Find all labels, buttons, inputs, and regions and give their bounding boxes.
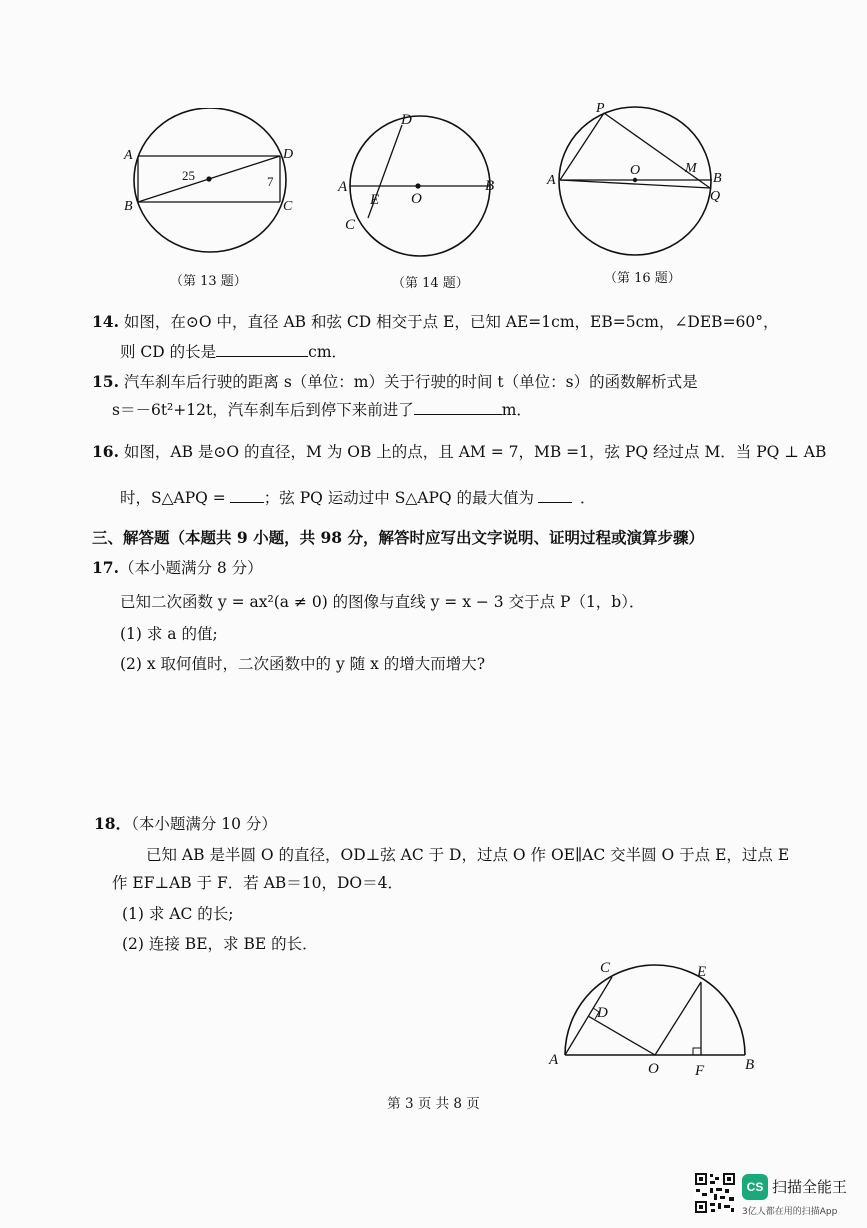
- camscanner-logo-text: CS: [746, 1180, 764, 1194]
- q15-text-line2: s＝－6t²+12t，汽车刹车后到停下来前进了: [112, 401, 414, 419]
- q14-line1: [92, 310, 779, 332]
- fig14-label-o: O: [411, 191, 422, 207]
- fig13-label-c: C: [283, 199, 293, 214]
- fig18-label-d: D: [597, 1005, 608, 1021]
- q17-stem: 已知二次函数 y = ax²(a ≠ 0) 的图像与直线 y = x − 3 交于点 P（1，b）．: [120, 593, 645, 611]
- q16-text-line2b: ；弦 PQ 运动过中 S△APQ 的最大值为: [263, 489, 535, 507]
- q17-part1: (1) 求 a 的值;: [120, 625, 218, 643]
- fig18-label-c: C: [600, 960, 611, 976]
- fig16-label-o: O: [630, 163, 641, 178]
- q16-text-line2a: 时，S△APQ =: [120, 489, 226, 507]
- q16-answer-blank-1: [230, 488, 264, 503]
- fig18-label-o: O: [648, 1061, 659, 1077]
- figure-13: [118, 108, 303, 272]
- qr-code-icon: [694, 1172, 736, 1214]
- q17-header: [92, 556, 263, 578]
- q18-number: 18．: [94, 814, 132, 833]
- camscanner-slogan: 3亿人都在用的扫描App: [742, 1207, 838, 1217]
- fig18-label-b: B: [745, 1057, 755, 1073]
- figure-16-diagram: [542, 96, 742, 266]
- q14-text-line2: 则 CD 的长是: [120, 343, 217, 361]
- q14-unit: cm．: [308, 343, 348, 361]
- fig14-label-c: C: [345, 217, 356, 233]
- fig14-label-b: B: [485, 178, 495, 194]
- fig18-label-f: F: [695, 1063, 705, 1079]
- fig13-label-a: A: [124, 148, 133, 163]
- fig18-label-a: A: [549, 1052, 559, 1068]
- q17-score: （本小题满分 8 分）: [118, 559, 263, 577]
- q17-number: 17.: [92, 558, 119, 577]
- q16-text-line1: 如图，AB 是⊙O 的直径，M 为 OB 上的点，且 AM = 7，MB =1，弦 PQ 经过点 M．当 PQ ⊥ AB: [123, 443, 827, 461]
- q18-score: （本小题满分 10 分）: [131, 815, 277, 833]
- q18-header: [94, 812, 277, 834]
- q15-unit: m．: [501, 401, 532, 419]
- figure-13-caption: （第 13 题）: [170, 274, 247, 289]
- figure-14-diagram: [335, 108, 505, 268]
- q15-number: 15.: [92, 372, 119, 391]
- fig13-label-d: D: [283, 147, 294, 162]
- figure-16-caption: （第 16 题）: [604, 271, 681, 286]
- fig14-label-e: E: [370, 192, 380, 208]
- camscanner-logo: [742, 1174, 768, 1200]
- section-3-heading: 三、解答题（本题共 9 小题，共 98 分，解答时应写出文字说明、证明过程或演算步骤）: [92, 528, 704, 547]
- fig16-label-p: P: [596, 101, 605, 116]
- q18-stem-line1: 已知 AB 是半圆 O 的直径，OD⊥弦 AC 于 D，过点 O 作 OE∥AC 交半圆 O 于点 E，过点 E: [146, 846, 790, 864]
- q18-part1: (1) 求 AC 的长;: [122, 905, 234, 923]
- fig18-label-e: E: [697, 964, 707, 980]
- q15-text-line1: 汽车刹车后行驶的距离 s（单位：m）关于行驶的时间 t（单位：s）的函数解析式是: [123, 373, 698, 391]
- fig16-label-a: A: [547, 173, 556, 188]
- q14-number: 14.: [92, 312, 119, 331]
- scanner-watermark: [694, 1170, 864, 1222]
- q16-answer-blank-2: [538, 488, 572, 503]
- fig13-label-b: B: [124, 199, 133, 214]
- figure-14-caption: （第 14 题）: [392, 276, 469, 291]
- figure-18: [540, 955, 765, 1089]
- q18-part2: (2) 连接 BE，求 BE 的长．: [122, 935, 318, 953]
- fig13-label-25: 25: [182, 168, 195, 183]
- q16-text-line2c: ．: [580, 489, 596, 507]
- q17-part2: (2) x 取何值时，二次函数中的 y 随 x 的增大而增大?: [120, 655, 486, 673]
- figure-14: [335, 108, 505, 272]
- q18-stem-line2: 作 EF⊥AB 于 F．若 AB＝10，DO＝4．: [112, 874, 403, 892]
- q14-line2: [120, 340, 347, 362]
- q15-line1: [92, 370, 698, 392]
- fig16-label-m: M: [685, 161, 697, 176]
- camscanner-app-name: 扫描全能王: [772, 1178, 848, 1196]
- q15-line2: [112, 398, 532, 420]
- q16-number: 16.: [92, 442, 119, 461]
- fig16-label-b: B: [713, 171, 722, 186]
- fig16-label-q: Q: [710, 189, 721, 204]
- fig13-label-7: 7: [267, 174, 274, 189]
- q14-answer-blank: [216, 342, 308, 357]
- page-footer: 第 3 页 共 8 页: [387, 1096, 480, 1112]
- q16-line1: [92, 440, 826, 462]
- fig14-label-d: D: [401, 112, 412, 128]
- figure-18-diagram: [540, 955, 765, 1085]
- fig14-label-a: A: [338, 179, 348, 195]
- figure-13-diagram: [118, 108, 303, 268]
- figure-16: [542, 96, 742, 270]
- q14-text-line1: 如图，在⊙O 中，直径 AB 和弦 CD 相交于点 E，已知 AE=1cm，EB=5cm，∠DEB=60°，: [123, 313, 779, 331]
- q16-line2: [120, 486, 596, 508]
- q15-answer-blank: [414, 400, 502, 415]
